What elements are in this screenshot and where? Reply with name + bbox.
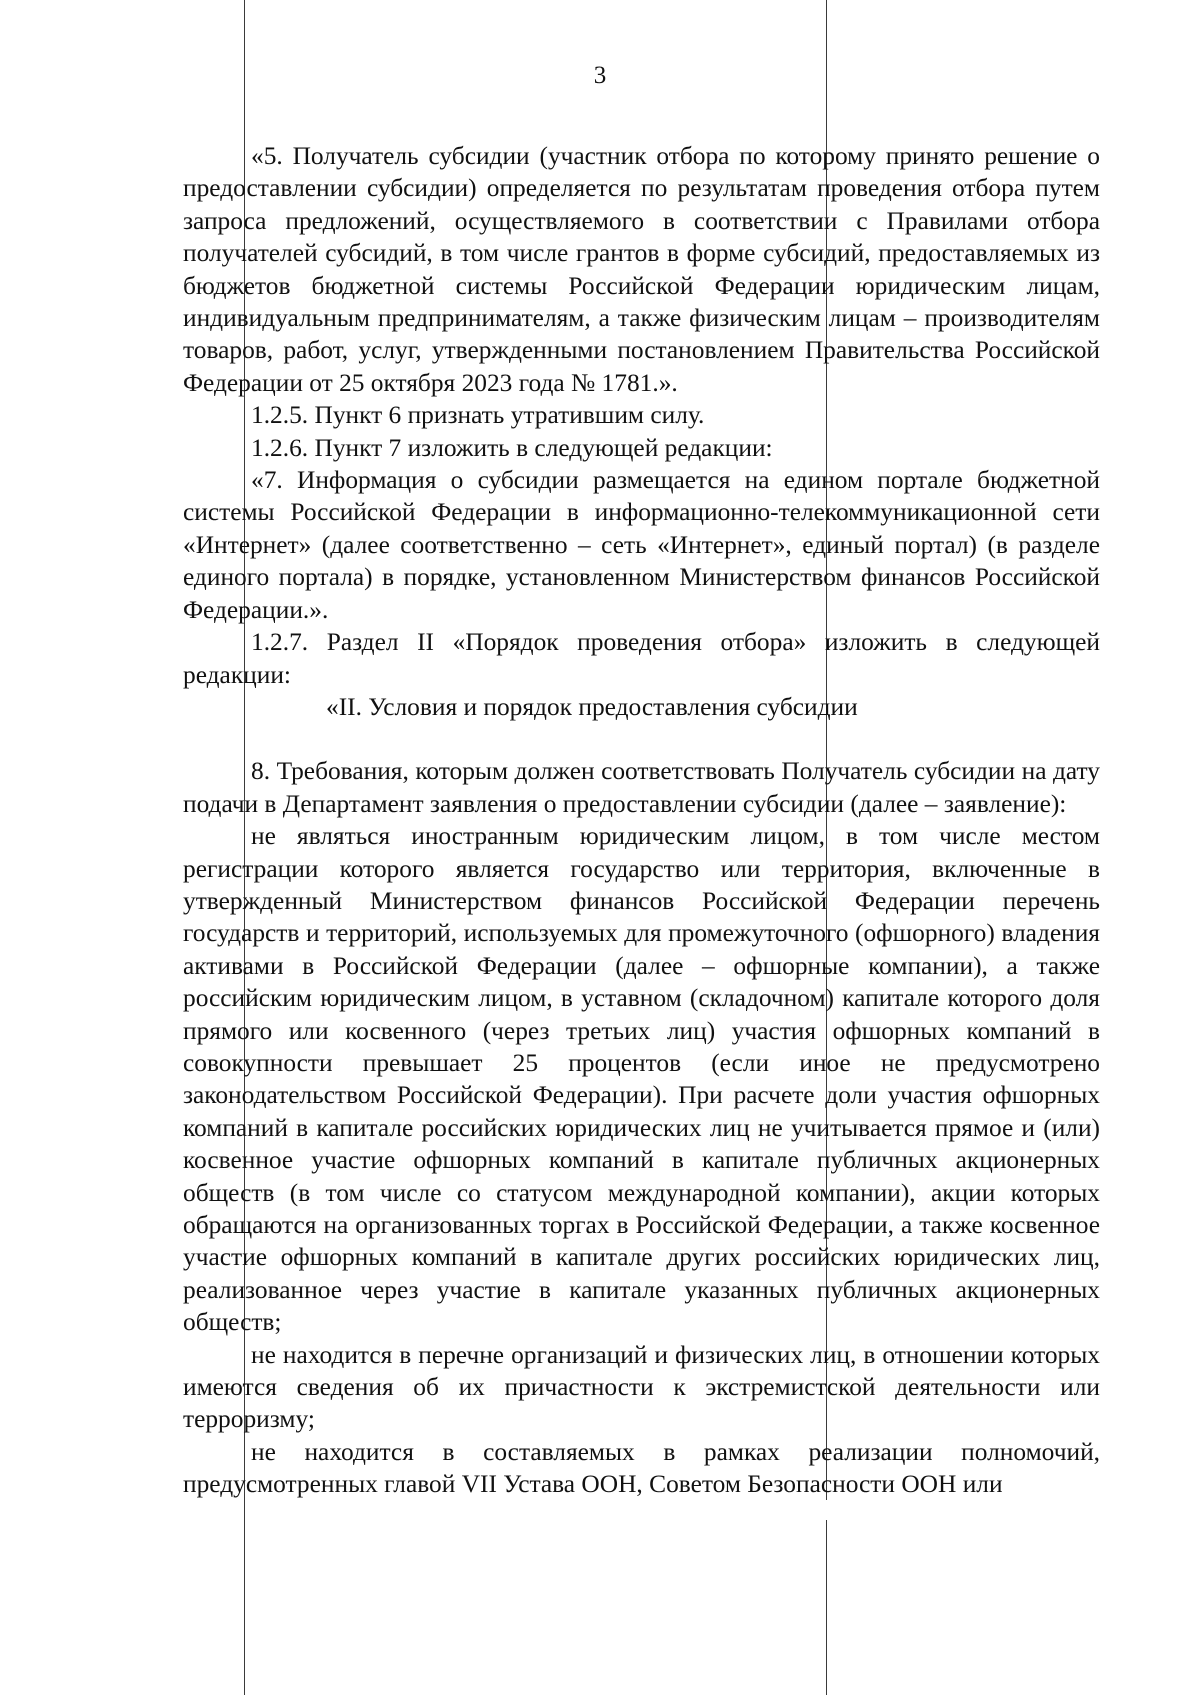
paragraph-requirements: 8. Требования, которым должен соответствовать Получатель субсидии на дату подачи в Департамент заявления о предоставлении субсидии (далее – заявление): — [183, 757, 1100, 818]
paragraph-foreign-entity: не являться иностранным юридическим лицом, в том числе местом регистрации которого является государство или территория, включенные в утвержденный Министерством финансов Российской Федерации перечень государств и территорий, используемых для промежуточного (офшорного) владения активами в Российской Федерации (далее – офшорные компании), а также российским юридическим лицом, в уставном (складочном) капитале которого доля прямого или косвенного (через третьих лиц) участия офшорных компаний в совокупности превышает 25 процентов (если иное не предусмотрено законодательством Российской Федерации). При расчете доли участия офшорных компаний в капитале российских юридических лиц не учитывается прямое и (или) косвенное участие офшорных компаний в капитале публичных акционерных обществ (в том числе со статусом международной компании), акции которых обращаются на организованных торгах в Российской Федерации, а также косвенное участие офшорных компаний в капитале других российских юридических лиц, реализованное через участие в капитале указанных публичных акционерных обществ; — [183, 822, 1100, 1337]
paragraph-clause-1-2-6: 1.2.6. Пункт 7 изложить в следующей редакции: — [251, 433, 773, 462]
heading-spacer — [183, 723, 1100, 755]
document-body — [183, 140, 1100, 1501]
section-heading-ii: «II. Условия и порядок предоставления субсидии — [326, 692, 858, 721]
paragraph-un-lists: не находится в составляемых в рамках реализации полномочий, предусмотренных главой VII Устава ООН, Советом Безопасности ООН или — [183, 1437, 1100, 1499]
page-number: 3 — [593, 62, 607, 89]
paragraph-subsidy-recipient: «5. Получатель субсидии (участник отбора по которому принято решение о предоставлении субсидии) определяется по результатам проведения отбора путем запроса предложений, осуществляемого в соответствии с Правилами отбора получателей субсидий, в том числе грантов в форме субсидий, предоставляемых из бюджетов бюджетной системы Российской Федерации юридическим лицам, индивидуальным предпринимателям, а также физическим лицам – производителям товаров, работ, услуг, утвержденными постановлением Правительства Российской Федерации от 25 октября 2023 года № 1781.». — [183, 142, 1100, 397]
scan-fold-line-right-lower — [826, 1520, 827, 1695]
paragraph-extremism-list: не находится в перечне организаций и физических лиц, в отношении которых имеются сведения об их причастности к экстремистской деятельности или терроризму; — [183, 1340, 1100, 1434]
paragraph-clause-1-2-5: 1.2.5. Пункт 6 признать утратившим силу. — [251, 401, 705, 430]
paragraph-subsidy-information: «7. Информация о субсидии размещается на едином портале бюджетной системы Российской Федерации в информационно-телекоммуникационной сети «Интернет» (далее соответственно – сеть «Интернет», единый портал) (в разделе единого портала) в порядке, установленном Министерством финансов Российской Федерации.». — [183, 466, 1100, 624]
paragraph-clause-1-2-7: 1.2.7. Раздел II «Порядок проведения отбора» изложить в следующей редакции: — [183, 628, 1100, 689]
